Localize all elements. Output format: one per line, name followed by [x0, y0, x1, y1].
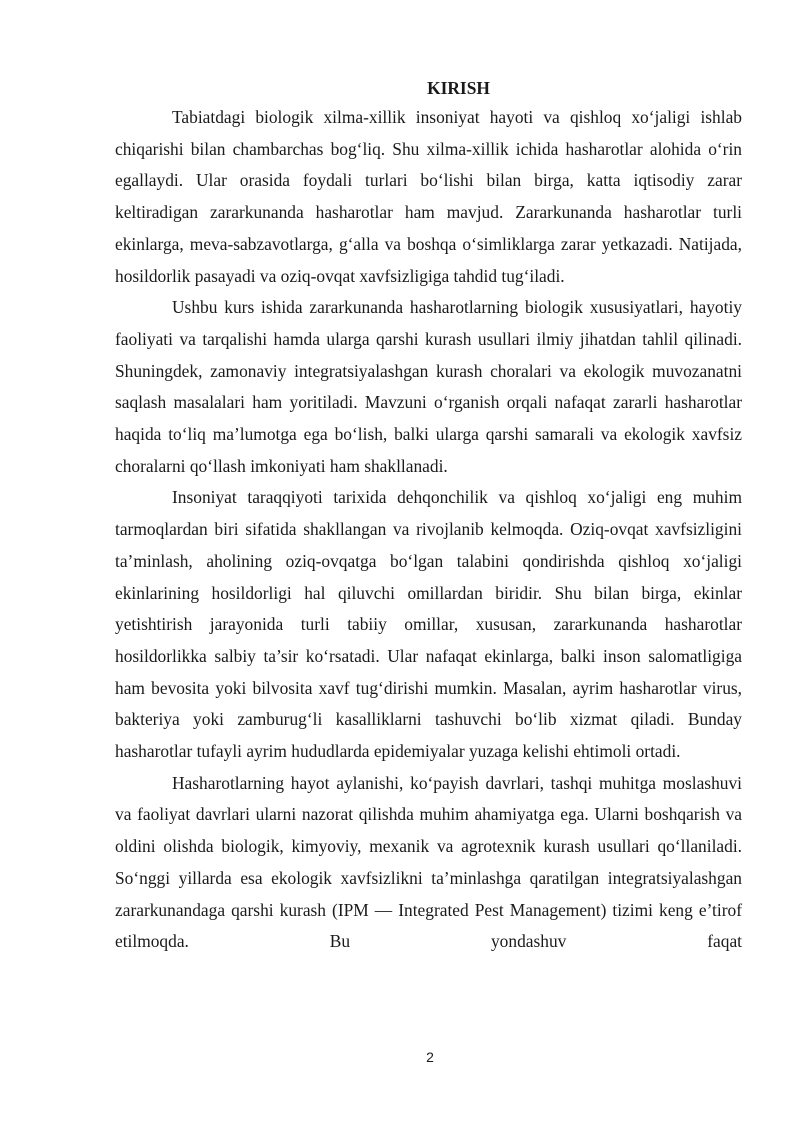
paragraph-2: Ushbu kurs ishida zararkunanda hasharotlarning biologik xususiyatlari, hayotiy faoliyati va tarqalishi hamda ularga qarshi kurash usullari ilmiy jihatdan tahlil qilinadi. Shuningdek, zamonaviy integratsiyalashgan kurash choralari va ekologik muvozanatni saqlash masalalari ham yoritiladi. Mavzuni o‘rganish orqali nafaqat zararli hasharotlar haqida to‘liq ma’lumotga ega bo‘lish, balki ularga qarshi samarali va ekologik xavfsiz choralarni qo‘llash imkoniyati ham shakllanadi. — [115, 297, 742, 476]
paragraph-1: Tabiatdagi biologik xilma-xillik insoniyat hayoti va qishloq xo‘jaligi ishlab chiqarishi bilan chambarchas bog‘liq. Shu xilma-xillik ichida hasharotlar alohida o‘rin egallaydi. Ular orasida foydali turlari bo‘lishi bilan birga, katta iqtisodiy zarar keltiradigan zararkunanda hasharotlar ham mavjud. Zararkunanda hasharotlar turli ekinlarga, meva-sabzavotlarga, g‘alla va boshqa o‘simliklarga zarar yetkazadi. Natijada, hosildorlik pasayadi va oziq-ovqat xavfsizligiga tahdid tug‘iladi. — [115, 107, 742, 286]
paragraph-4: Hasharotlarning hayot aylanishi, ko‘payish davrlari, tashqi muhitga moslashuvi va faoliyat davrlari ularni nazorat qilishda muhim ahamiyatga ega. Ularni boshqarish va oldini olishda biologik, kimyoviy, mexanik va agrotexnik kurash usullari qo‘llaniladi. So‘nggi yillarda esa ekologik xavfsizlikni ta’minlashga qaratilgan integratsiyalashgan zararkunandaga qarshi kurash (IPM — Integrated Pest Management) tizimi keng e’tirof etilmoqda. Bu yondashuv faqat — [115, 772, 742, 952]
page-number: 2 — [426, 1049, 434, 1065]
paragraph-3: Insoniyat taraqqiyoti tarixida dehqonchilik va qishloq xo‘jaligi eng muhim tarmoqlardan biri sifatida shakllangan va rivojlanib kelmoqda. Oziq-ovqat xavfsizligini ta’minlash, aholining oziq-ovqatga bo‘lgan talabini qondirishda qishloq xo‘jaligi ekinlarining hosildorligi hal qiluvchi omillardan biridir. Shu bilan birga, ekinlar yetishtirish jarayonida turli tabiiy omillar, xususan, zararkunanda hasharotlar hosildorlikka salbiy ta’sir ko‘rsatadi. Ular nafaqat ekinlarga, balki inson salomatligiga ham bevosita yoki bilvosita xavf tug‘dirishi mumkin. Masalan, ayrim hasharotlar virus, bakteriya yoki zamburug‘li kasalliklarni tashuvchi bo‘lib xizmat qiladi. Bunday hasharotlar tufayli ayrim hududlarda epidemiyalar yuzaga kelishi ehtimoli ortadi. — [115, 487, 742, 762]
page-body — [115, 74, 742, 958]
section-title: KIRISH — [427, 78, 490, 98]
